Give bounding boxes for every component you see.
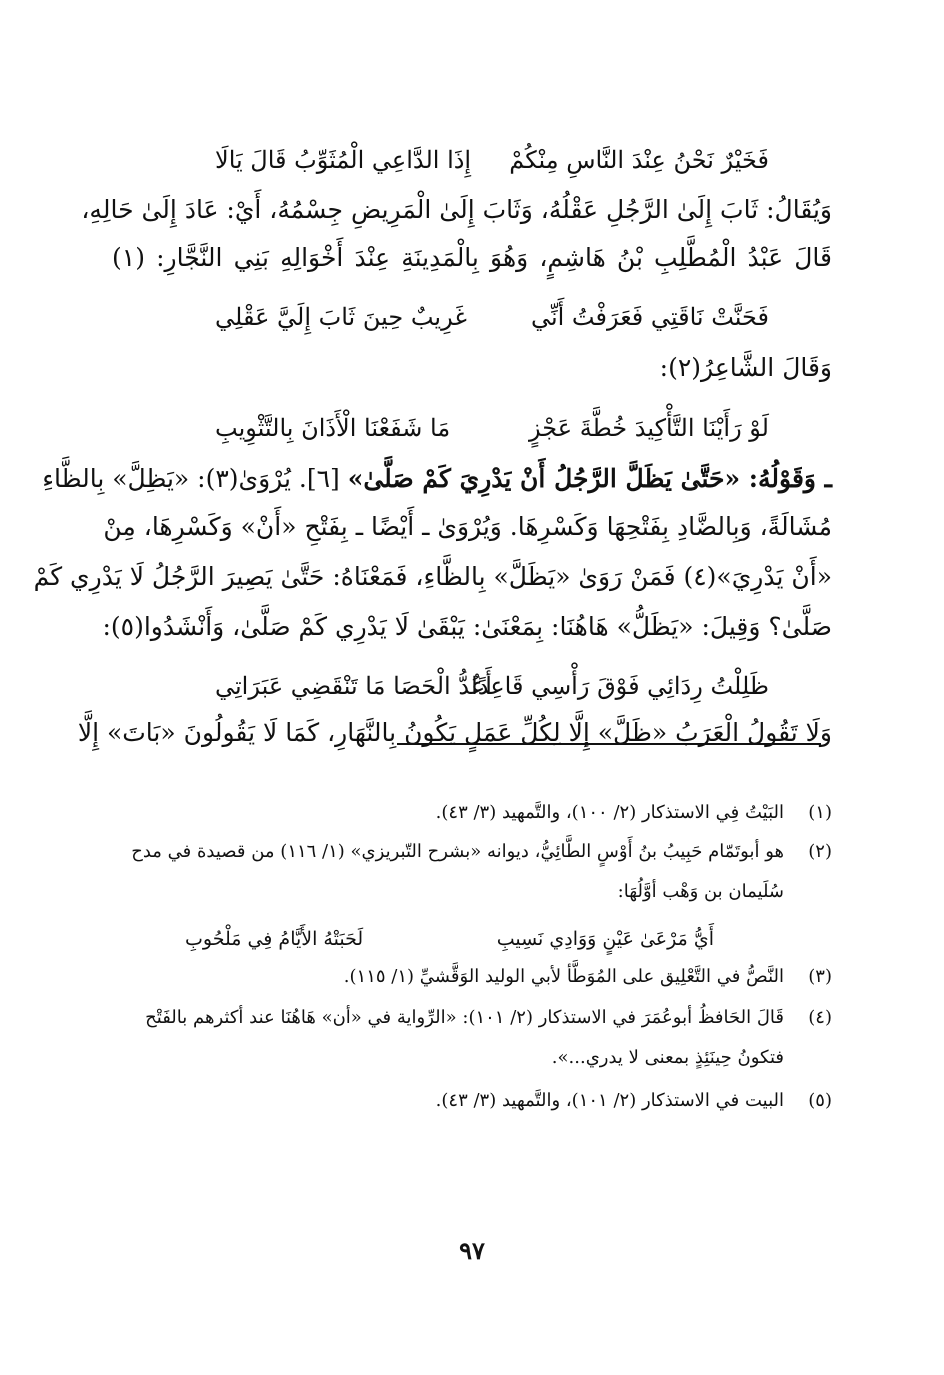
footnote-text: النَّصُّ في التَّعْلِيق على المُوَطَّأ لأبي الوليد الوَقَّشيِّ (١/ ١١٥). xyxy=(343,966,784,987)
verse-hemistich-right: لَوْ رَأَيْنَا التَّأْكِيدَ خُطَّةَ عَجْزٍ xyxy=(529,414,769,442)
footnote-number: (٤) xyxy=(808,1007,832,1028)
body-line: وَلَا تَقُولُ الْعَرَبُ «ظَلَّ» إِلَّا لِكُلِّ عَمَلٍ يَكُونُ بِالنَّهَارِ، كَمَا لَا يَقُولُونَ «بَاتَ» إِلَّا xyxy=(77,718,832,747)
body-line xyxy=(42,459,832,499)
footnote xyxy=(112,798,832,828)
verse-hemistich-right: فَحَنَّتْ نَاقَتِي فَعَرَفْتُ أَنِّي xyxy=(530,303,769,331)
footnote-number: (١) xyxy=(808,802,832,823)
hadith-quote: ـ وَقَوْلُهُ: «حَتَّىٰ يَظَلَّ الرَّجُلُ أَنْ يَدْرِيَ كَمْ صَلَّىٰ» xyxy=(347,464,832,493)
body-line: صَلَّىٰ؟ وَقِيلَ: «يَظَلُّ» هَاهُنَا: بِمَعْنَىٰ: يَبْقَىٰ لَا يَدْرِي كَمْ صَلَّىٰ، وَأَنْشَدُوا(٥): xyxy=(102,612,832,641)
footnote-text: البيت في الاستذكار (٢/ ١٠١)، والتَّمهيد (٣/ ٤٣). xyxy=(435,1090,784,1111)
verse-hemistich-left: إِذَا الدَّاعِي الْمُثَوِّبُ قَالَ يَالَا xyxy=(215,146,472,174)
footnote-text: قَالَ الحَافظُ أبوعُمَرَ في الاستذكار (٢/ ١٠١): «الرِّواية في «أن» هَاهُنَا عند أكثرهم بالفَتْح xyxy=(145,1007,784,1028)
body-line: وَقَالَ الشَّاعِرُ(٢): xyxy=(659,353,832,382)
verse-hemistich-right: فَخَيْرٌ نَحْنُ عِنْدَ النَّاسِ مِنْكُمْ xyxy=(509,146,769,174)
footnote-number: (٣) xyxy=(808,966,832,987)
footnote xyxy=(112,962,832,992)
footnote-continuation: سُلَيمان بن وَهْب أوَّلُهَا: xyxy=(617,881,784,902)
body-text: [٦]. يُرْوَىٰ(٣): «يَظِلَّ» بِالظَّاءِ xyxy=(42,464,348,493)
footnote xyxy=(112,1003,832,1033)
footnote-text: البَيْتُ فِي الاستذكار (٢/ ١٠٠)، والتَّمهيد (٣/ ٤٣). xyxy=(435,802,784,823)
footnote-text: هو أبوتَمّام حَبِيبُ بنُ أَوْسٍ الطَّائِيُّ، ديوانه «بشرح التّبريزي» (١/ ١١٦) من قصيدة في مدح xyxy=(131,841,784,862)
footnote xyxy=(112,1086,832,1116)
footnote-separator xyxy=(397,743,821,745)
verse-hemistich-left: مَا شَفَعْنَا الْأَذَانَ بِالتَّثْوِيبِ xyxy=(215,414,451,442)
footnote-continuation: فتكونُ حِينَئِذٍ بمعنى لا يدري...». xyxy=(551,1047,784,1068)
footnote-number: (٥) xyxy=(808,1090,832,1111)
verse-hemistich-left: أَعُدُّ الْحَصَا مَا تَنْقَضِي عَبَرَاتِي xyxy=(215,672,492,700)
body-line: وَيُقَالُ: ثَابَ إِلَىٰ الرَّجُلِ عَقْلُهُ، وَثَابَ إِلَىٰ الْمَرِيضِ جِسْمُهُ، أَيْ: عَادَ إِلَىٰ حَالِهِ، xyxy=(81,195,832,224)
body-line: قَالَ عَبْدُ الْمُطَّلِبِ بْنُ هَاشِمٍ، وَهُوَ بِالْمَدِينَةِ عِنْدَ أَخْوَالِهِ بَنِي النَّجَّارِ: (١) xyxy=(112,243,832,272)
body-line: «أَنْ يَدْرِيَ»(٤) فَمَنْ رَوَىٰ «يَظَلَّ» بِالظَّاءِ، فَمَعْنَاهُ: حَتَّىٰ يَصِيرَ الرَّجُلُ لَا يَدْرِي كَمْ xyxy=(33,562,832,591)
footnote-verse-right: أَيُّ مَرْعَىٰ عَيْنٍ وَوَادِي نَسِيبِ xyxy=(496,928,714,950)
verse-hemistich-right: ظَلِلْتُ رِدَائِي فَوْقَ رَأْسِي قَاعِدًا xyxy=(471,672,769,700)
page-number: ٩٧ xyxy=(459,1236,485,1265)
body-line: مُشَالَةً، وَبِالضَّادِ بِفَتْحِهَا وَكَسْرِهَا. وَيُرْوَىٰ ـ أَيْضًا ـ بِفَتْحِ «أَنْ» وَكَسْرِهَا، مِنْ xyxy=(103,512,832,541)
footnote-number: (٢) xyxy=(808,841,832,862)
footnote-verse-left: لَحَبَتْهُ الأَيَّامُ فِي مَلْحُوبِ xyxy=(185,928,364,950)
footnote xyxy=(112,837,832,867)
verse-hemistich-left: غَرِيبٌ حِينَ ثَابَ إِلَيَّ عَقْلِي xyxy=(215,303,467,331)
